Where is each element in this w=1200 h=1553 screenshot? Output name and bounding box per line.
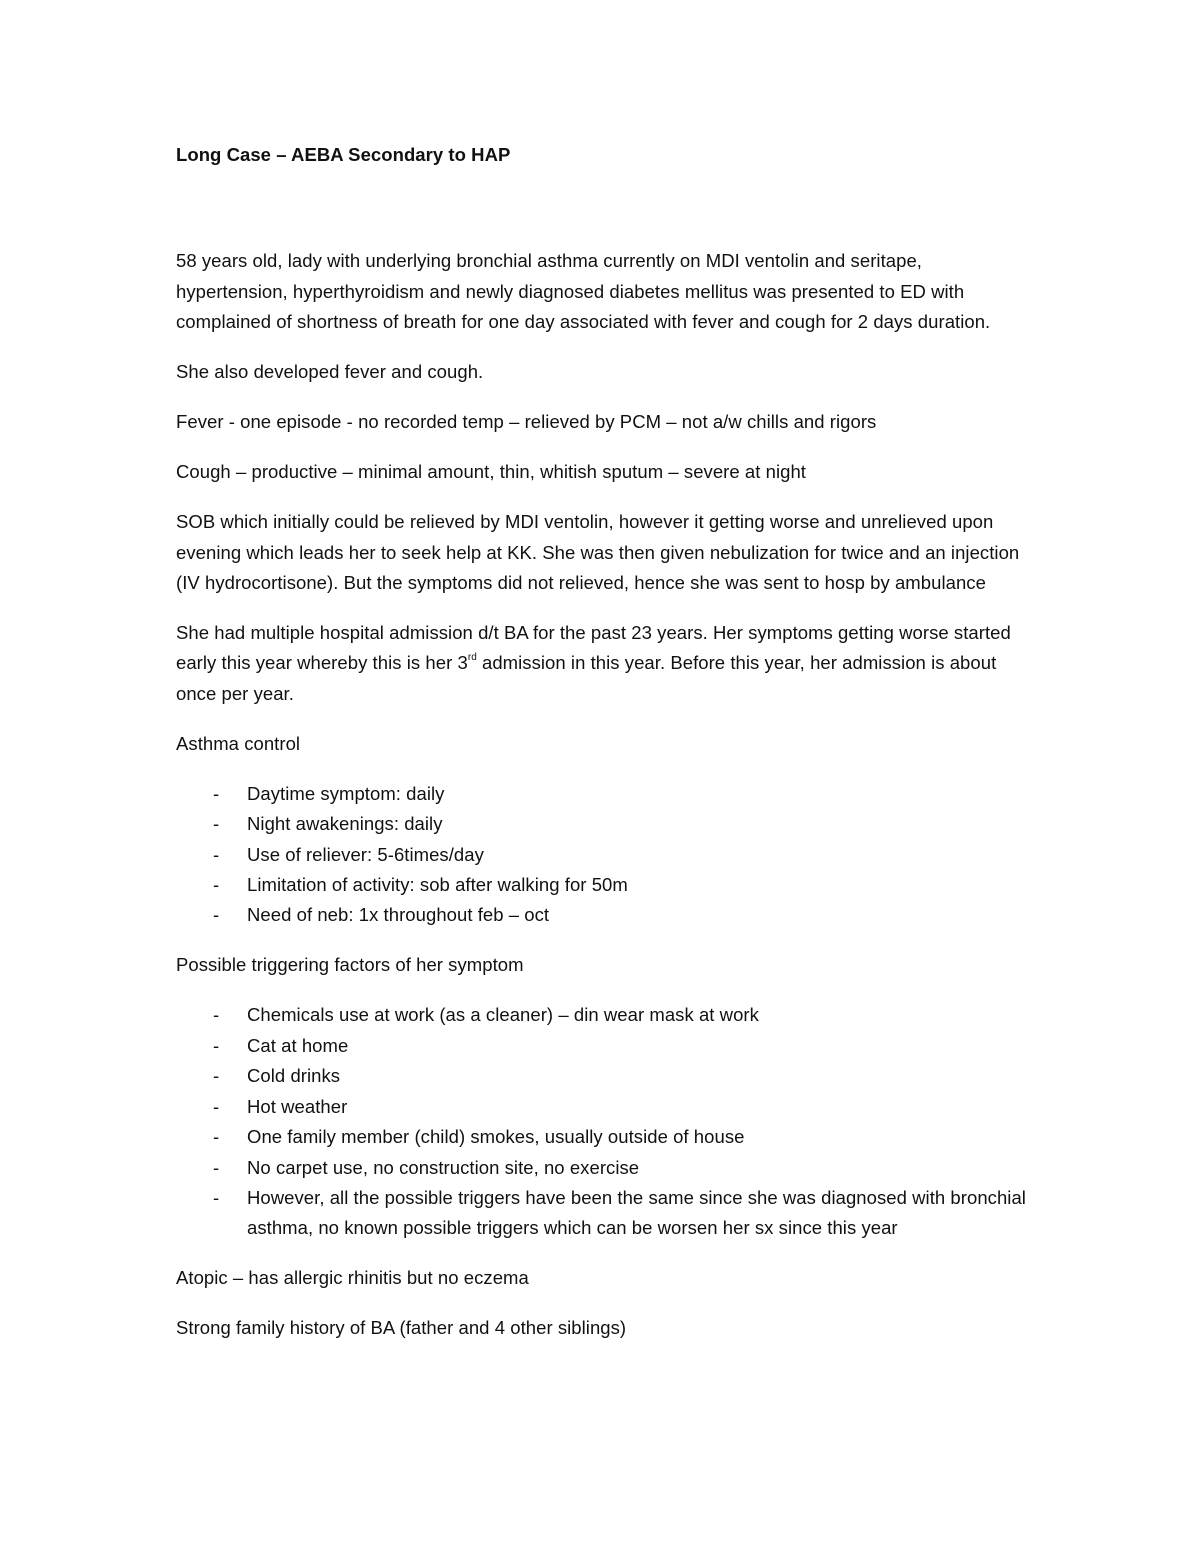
list-item (176, 1122, 1036, 1152)
atopic-paragraph: Atopic – has allergic rhinitis but no eczema (176, 1267, 529, 1289)
list-bullet: - (213, 904, 220, 926)
list-bullet: - (213, 843, 220, 865)
list-item (176, 1092, 1036, 1122)
list-bullet: - (213, 813, 220, 835)
triggers-heading: Possible triggering factors of her symptom (176, 954, 524, 976)
list-bullet: - (213, 1095, 220, 1117)
document-title: Long Case – AEBA Secondary to HAP (176, 144, 511, 165)
list-item (176, 1183, 1036, 1244)
admission-history-paragraph (176, 618, 1036, 709)
admission-history-text-cont: admission in this year. Before this year, her admission is about once per year. (176, 652, 997, 704)
ordinal-superscript: rd (467, 652, 477, 664)
list-item-text: Chemicals use at work (as a cleaner) – din wear mask at work (247, 1004, 759, 1026)
list-bullet: - (213, 1065, 220, 1087)
list-item (176, 809, 1036, 839)
family-history-paragraph: Strong family history of BA (father and 4 other siblings) (176, 1317, 627, 1339)
list-item-text: Limitation of activity: sob after walking for 50m (247, 874, 628, 896)
asthma-control-heading: Asthma control (176, 732, 301, 754)
list-item-text: Daytime symptom: daily (247, 782, 445, 804)
fever-paragraph: Fever - one episode - no recorded temp – relieved by PCM – not a/w chills and rigors (176, 411, 877, 433)
list-bullet: - (213, 1186, 220, 1208)
list-bullet: - (213, 1004, 220, 1026)
list-item (176, 1153, 1036, 1183)
list-item-text: No carpet use, no construction site, no exercise (247, 1156, 640, 1178)
list-bullet: - (213, 1156, 220, 1178)
document-body (176, 140, 1036, 1363)
list-item (176, 840, 1036, 870)
list-item (176, 1000, 1036, 1030)
admission-history-text: She had multiple hospital admission d/t BA for the past 23 years. Her symptoms getting worse started early this year whereby this is her 3 (176, 622, 1011, 674)
list-item (176, 900, 1036, 930)
list-item-text: Use of reliever: 5-6times/day (247, 843, 484, 865)
list-item-text: Cat at home (247, 1034, 349, 1056)
list-item (176, 1061, 1036, 1091)
list-item-text: Night awakenings: daily (247, 813, 443, 835)
list-item (176, 870, 1036, 900)
sob-paragraph: SOB which initially could be relieved by MDI ventolin, however it getting worse and unrelieved upon evening which leads her to seek help at KK. She was then given nebulization for twice and an injection (IV hydrocortisone). But the symptoms did not relieved, hence she was sent to hosp by ambulance (176, 511, 1020, 594)
also-developed-paragraph: She also developed fever and cough. (176, 361, 484, 383)
list-item (176, 1031, 1036, 1061)
list-bullet: - (213, 874, 220, 896)
list-item-text: Need of neb: 1x throughout feb – oct (247, 904, 550, 926)
cough-paragraph: Cough – productive – minimal amount, thin, whitish sputum – severe at night (176, 461, 806, 483)
triggers-list (176, 1000, 1036, 1243)
list-item-text: Hot weather (247, 1095, 348, 1117)
list-item-text: One family member (child) smokes, usually outside of house (247, 1126, 745, 1148)
list-bullet: - (213, 1034, 220, 1056)
list-item (176, 779, 1036, 809)
asthma-control-list (176, 779, 1036, 931)
list-item-text: However, all the possible triggers have been the same since she was diagnosed with bronchial asthma, no known possible triggers which can be worsen her sx since this year (247, 1186, 1026, 1239)
list-bullet: - (213, 1126, 220, 1148)
list-item-text: Cold drinks (247, 1065, 341, 1087)
intro-paragraph: 58 years old, lady with underlying bronchial asthma currently on MDI ventolin and seritape, hypertension, hyperthyroidism and newly diagnosed diabetes mellitus was presented to ED with complained of shortness of breath for one day associated with fever and cough for 2 days duration. (176, 250, 991, 333)
list-bullet: - (213, 782, 220, 804)
